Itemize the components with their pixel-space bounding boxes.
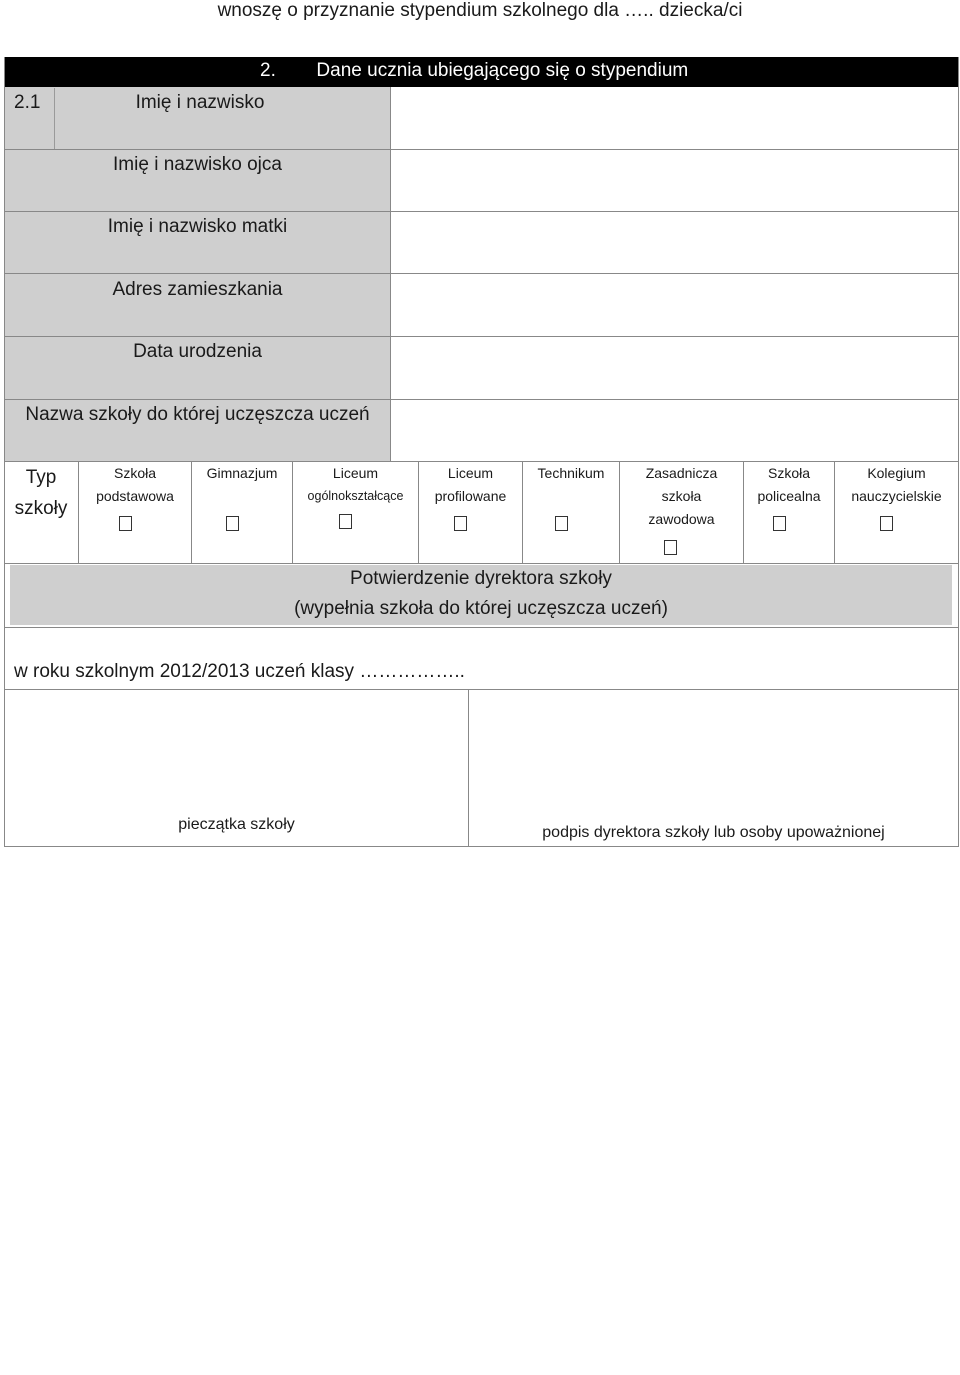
option-post-secondary-line2: policealna	[757, 488, 821, 504]
border	[958, 461, 959, 564]
border	[4, 57, 5, 461]
row-label-father-name: Imię i nazwisko ojca	[113, 154, 282, 175]
option-technical-line1: Technikum	[537, 465, 605, 481]
checkbox-technical-school[interactable]	[555, 516, 569, 532]
student-name-field[interactable]	[391, 88, 958, 149]
section-header-title	[260, 58, 688, 84]
border	[4, 563, 959, 564]
school-type-label-line2: szkoły	[14, 498, 68, 519]
option-post-secondary-line1: Szkoła	[767, 465, 811, 481]
birth-date-field[interactable]	[391, 337, 958, 399]
option-general-lyceum-line1: Liceum	[332, 465, 379, 481]
section-number: 2.	[260, 60, 276, 81]
border	[4, 399, 959, 400]
border	[4, 627, 5, 689]
mother-name-field[interactable]	[391, 212, 958, 273]
row-label-birth-date: Data urodzenia	[133, 341, 262, 362]
row-label-school-name: Nazwa szkoły do której uczęszcza uczeń	[25, 404, 370, 425]
option-vocational-line1: Zasadnicza	[645, 465, 718, 481]
intro-text: wnoszę o przyznanie stypendium szkolnego dla ….. dziecka/ci	[217, 0, 743, 21]
number-divider	[54, 88, 55, 149]
director-signature-label: podpis dyrektora szkoły lub osoby upoważnionej	[542, 824, 885, 841]
row-label-mother-name: Imię i nazwisko matki	[107, 216, 288, 237]
option-gymnasium-line1: Gimnazjum	[206, 465, 278, 481]
border	[958, 689, 959, 847]
confirmation-subtitle: (wypełnia szkoła do której uczęszcza uczeń)	[294, 598, 668, 619]
checkbox-post-secondary-school[interactable]	[773, 516, 787, 532]
checkbox-primary-school[interactable]	[119, 516, 133, 532]
father-name-field[interactable]	[391, 150, 958, 211]
option-profiled-lyceum-line2: profilowane	[434, 488, 507, 504]
address-field[interactable]	[391, 274, 958, 336]
school-name-field[interactable]	[391, 400, 958, 461]
option-primary-line2: podstawowa	[96, 488, 174, 504]
school-year-line: w roku szkolnym 2012/2013 uczeń klasy ……………..	[14, 661, 465, 682]
option-teacher-college-line2: nauczycielskie	[851, 488, 942, 504]
option-profiled-lyceum-line1: Liceum	[447, 465, 494, 481]
border	[4, 273, 959, 274]
row-label-address: Adres zamieszkania	[112, 279, 283, 300]
checkbox-teacher-college[interactable]	[880, 516, 894, 532]
border	[4, 461, 5, 564]
border	[958, 57, 959, 461]
checkbox-general-lyceum[interactable]	[339, 514, 353, 530]
border	[4, 149, 959, 150]
row-number: 2.1	[14, 92, 41, 113]
row-label-student-name: Imię i nazwisko	[135, 92, 265, 113]
school-type-label-line1: Typ	[25, 467, 57, 488]
checkbox-profiled-lyceum[interactable]	[454, 516, 468, 532]
confirmation-title: Potwierdzenie dyrektora szkoły	[350, 568, 612, 589]
option-vocational-line2: szkoła	[661, 488, 702, 504]
border	[4, 627, 959, 628]
border	[390, 87, 391, 461]
checkbox-vocational-school[interactable]	[664, 540, 678, 556]
border	[4, 563, 5, 627]
border	[958, 563, 959, 627]
border	[4, 211, 959, 212]
school-stamp-label: pieczątka szkoły	[178, 816, 295, 833]
section-title: Dane ucznia ubiegającego się o stypendium	[316, 60, 689, 81]
option-general-lyceum-line2: ogólnokształcące	[307, 489, 404, 503]
option-teacher-college-line1: Kolegium	[867, 465, 926, 481]
checkbox-gymnasium[interactable]	[226, 516, 240, 532]
option-vocational-line3: zawodowa	[648, 511, 715, 527]
border	[4, 336, 959, 337]
border	[4, 846, 959, 847]
option-primary-line1: Szkoła	[113, 465, 157, 481]
border	[958, 627, 959, 689]
